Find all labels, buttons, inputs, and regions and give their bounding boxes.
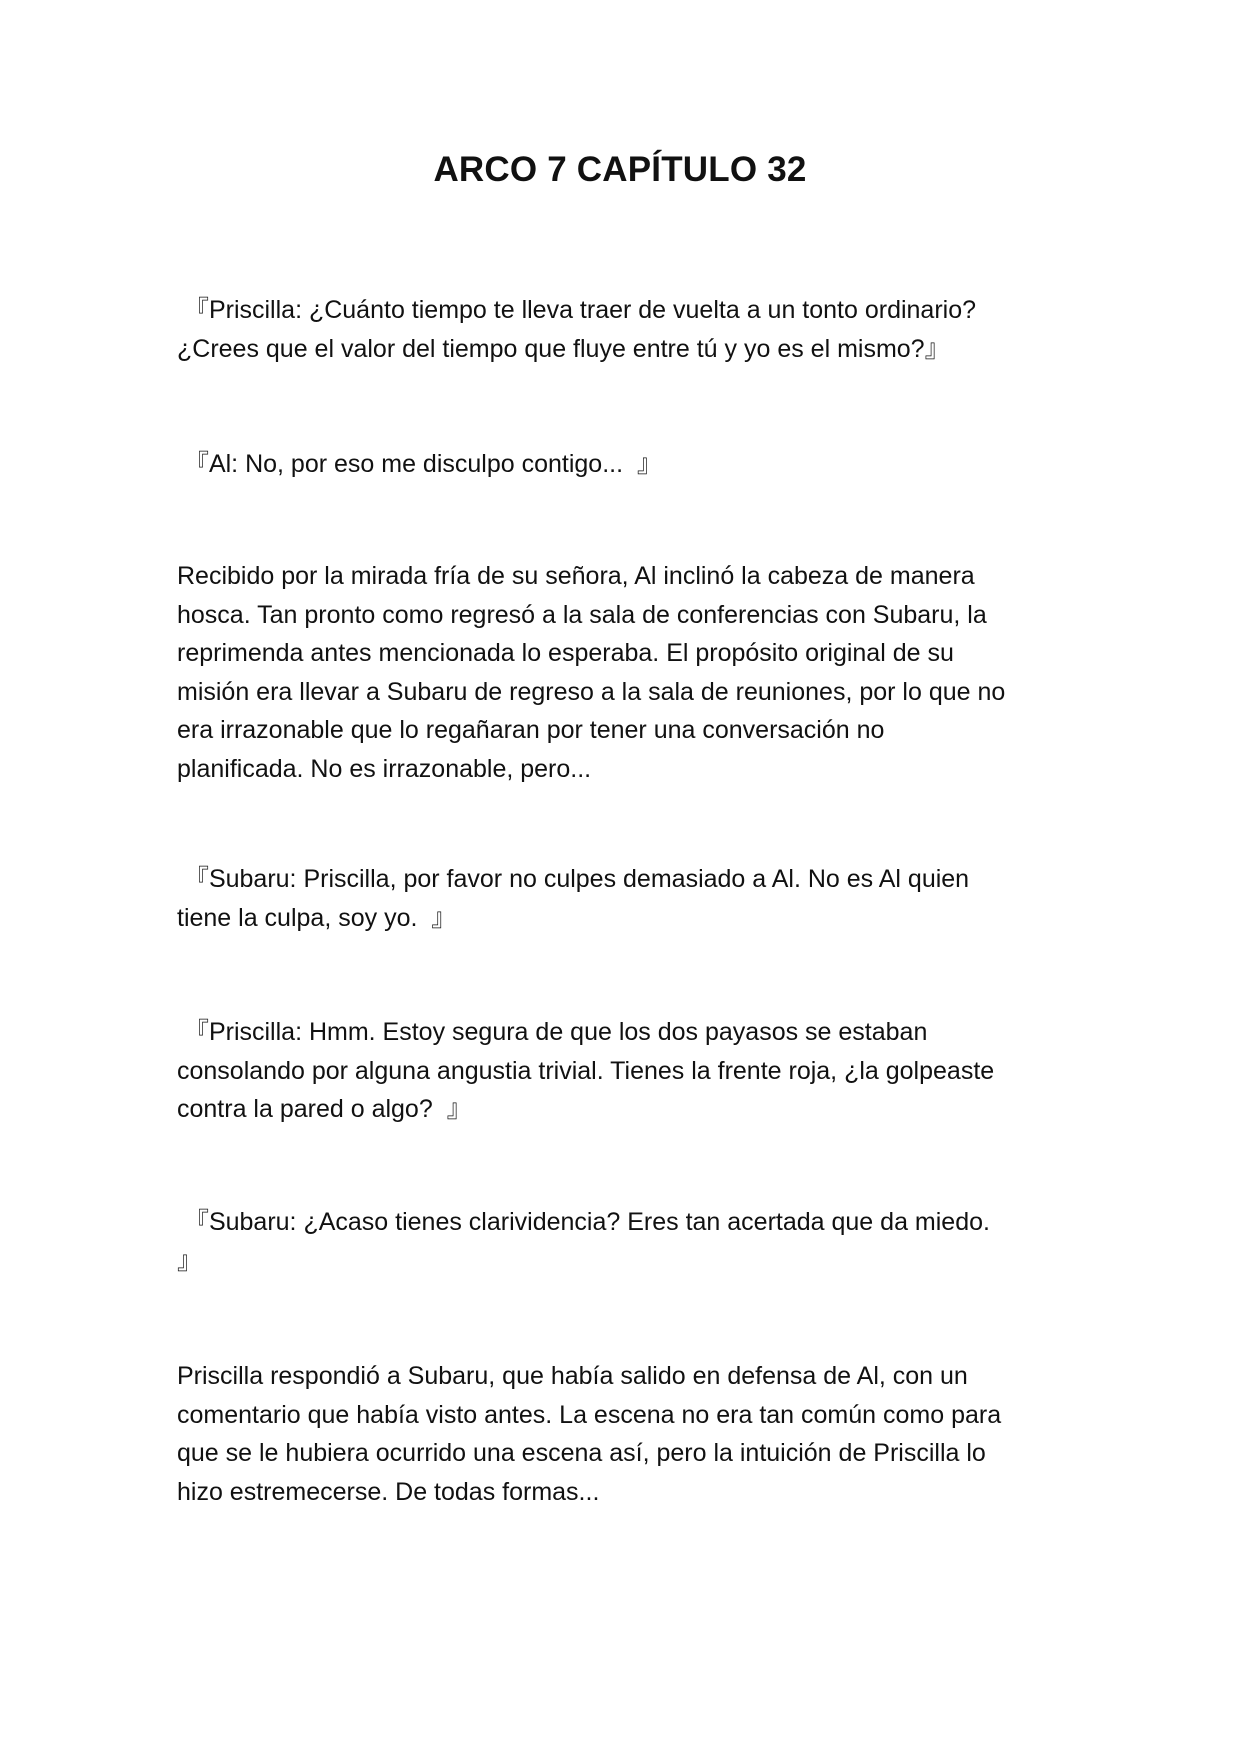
narration-paragraph-1: Recibido por la mirada fría de su señora, Al inclinó la cabeza de manera hosca. Tan pronto como regresó a la sala de conferencias con Subaru, la reprimenda antes mencionada lo esperaba. El propósito original de su misión era llevar a Subaru de regreso a la sala de reuniones, por lo que no era irrazonable que lo regañaran por tener una conversación no planificada. No es irrazonable, pero... — [177, 562, 1006, 783]
dialogue-subaru-2: 『Subaru: ¿Acaso tienes clarividencia? Eres tan acertada que da miedo. 』 — [177, 1208, 990, 1275]
dialogue-priscilla-2: 『Priscilla: Hmm. Estoy segura de que los dos payasos se estaban consolando por alguna angustia trivial. Tienes la frente roja, ¿la golpeaste contra la pared o algo? 』 — [177, 1018, 995, 1123]
narration-paragraph-2: Priscilla respondió a Subaru, que había salido en defensa de Al, con un comentario que había visto antes. La escena no era tan común como para que se le hubiera ocurrido una escena así, pero la intuición de Priscilla lo hizo estremecerse. De todas formas... — [177, 1362, 1002, 1506]
dialogue-subaru-1: 『Subaru: Priscilla, por favor no culpes demasiado a Al. No es Al quien tiene la culpa, soy yo. 』 — [177, 865, 970, 932]
dialogue-al-1: 『Al: No, por eso me disculpo contigo... 』 — [177, 450, 662, 478]
chapter-title: ARCO 7 CAPÍTULO 32 — [433, 150, 807, 189]
dialogue-priscilla-1: 『Priscilla: ¿Cuánto tiempo te lleva traer de vuelta a un tonto ordinario? ¿Crees que el valor del tiempo que fluye entre tú y yo es el mismo?』 — [177, 296, 977, 363]
